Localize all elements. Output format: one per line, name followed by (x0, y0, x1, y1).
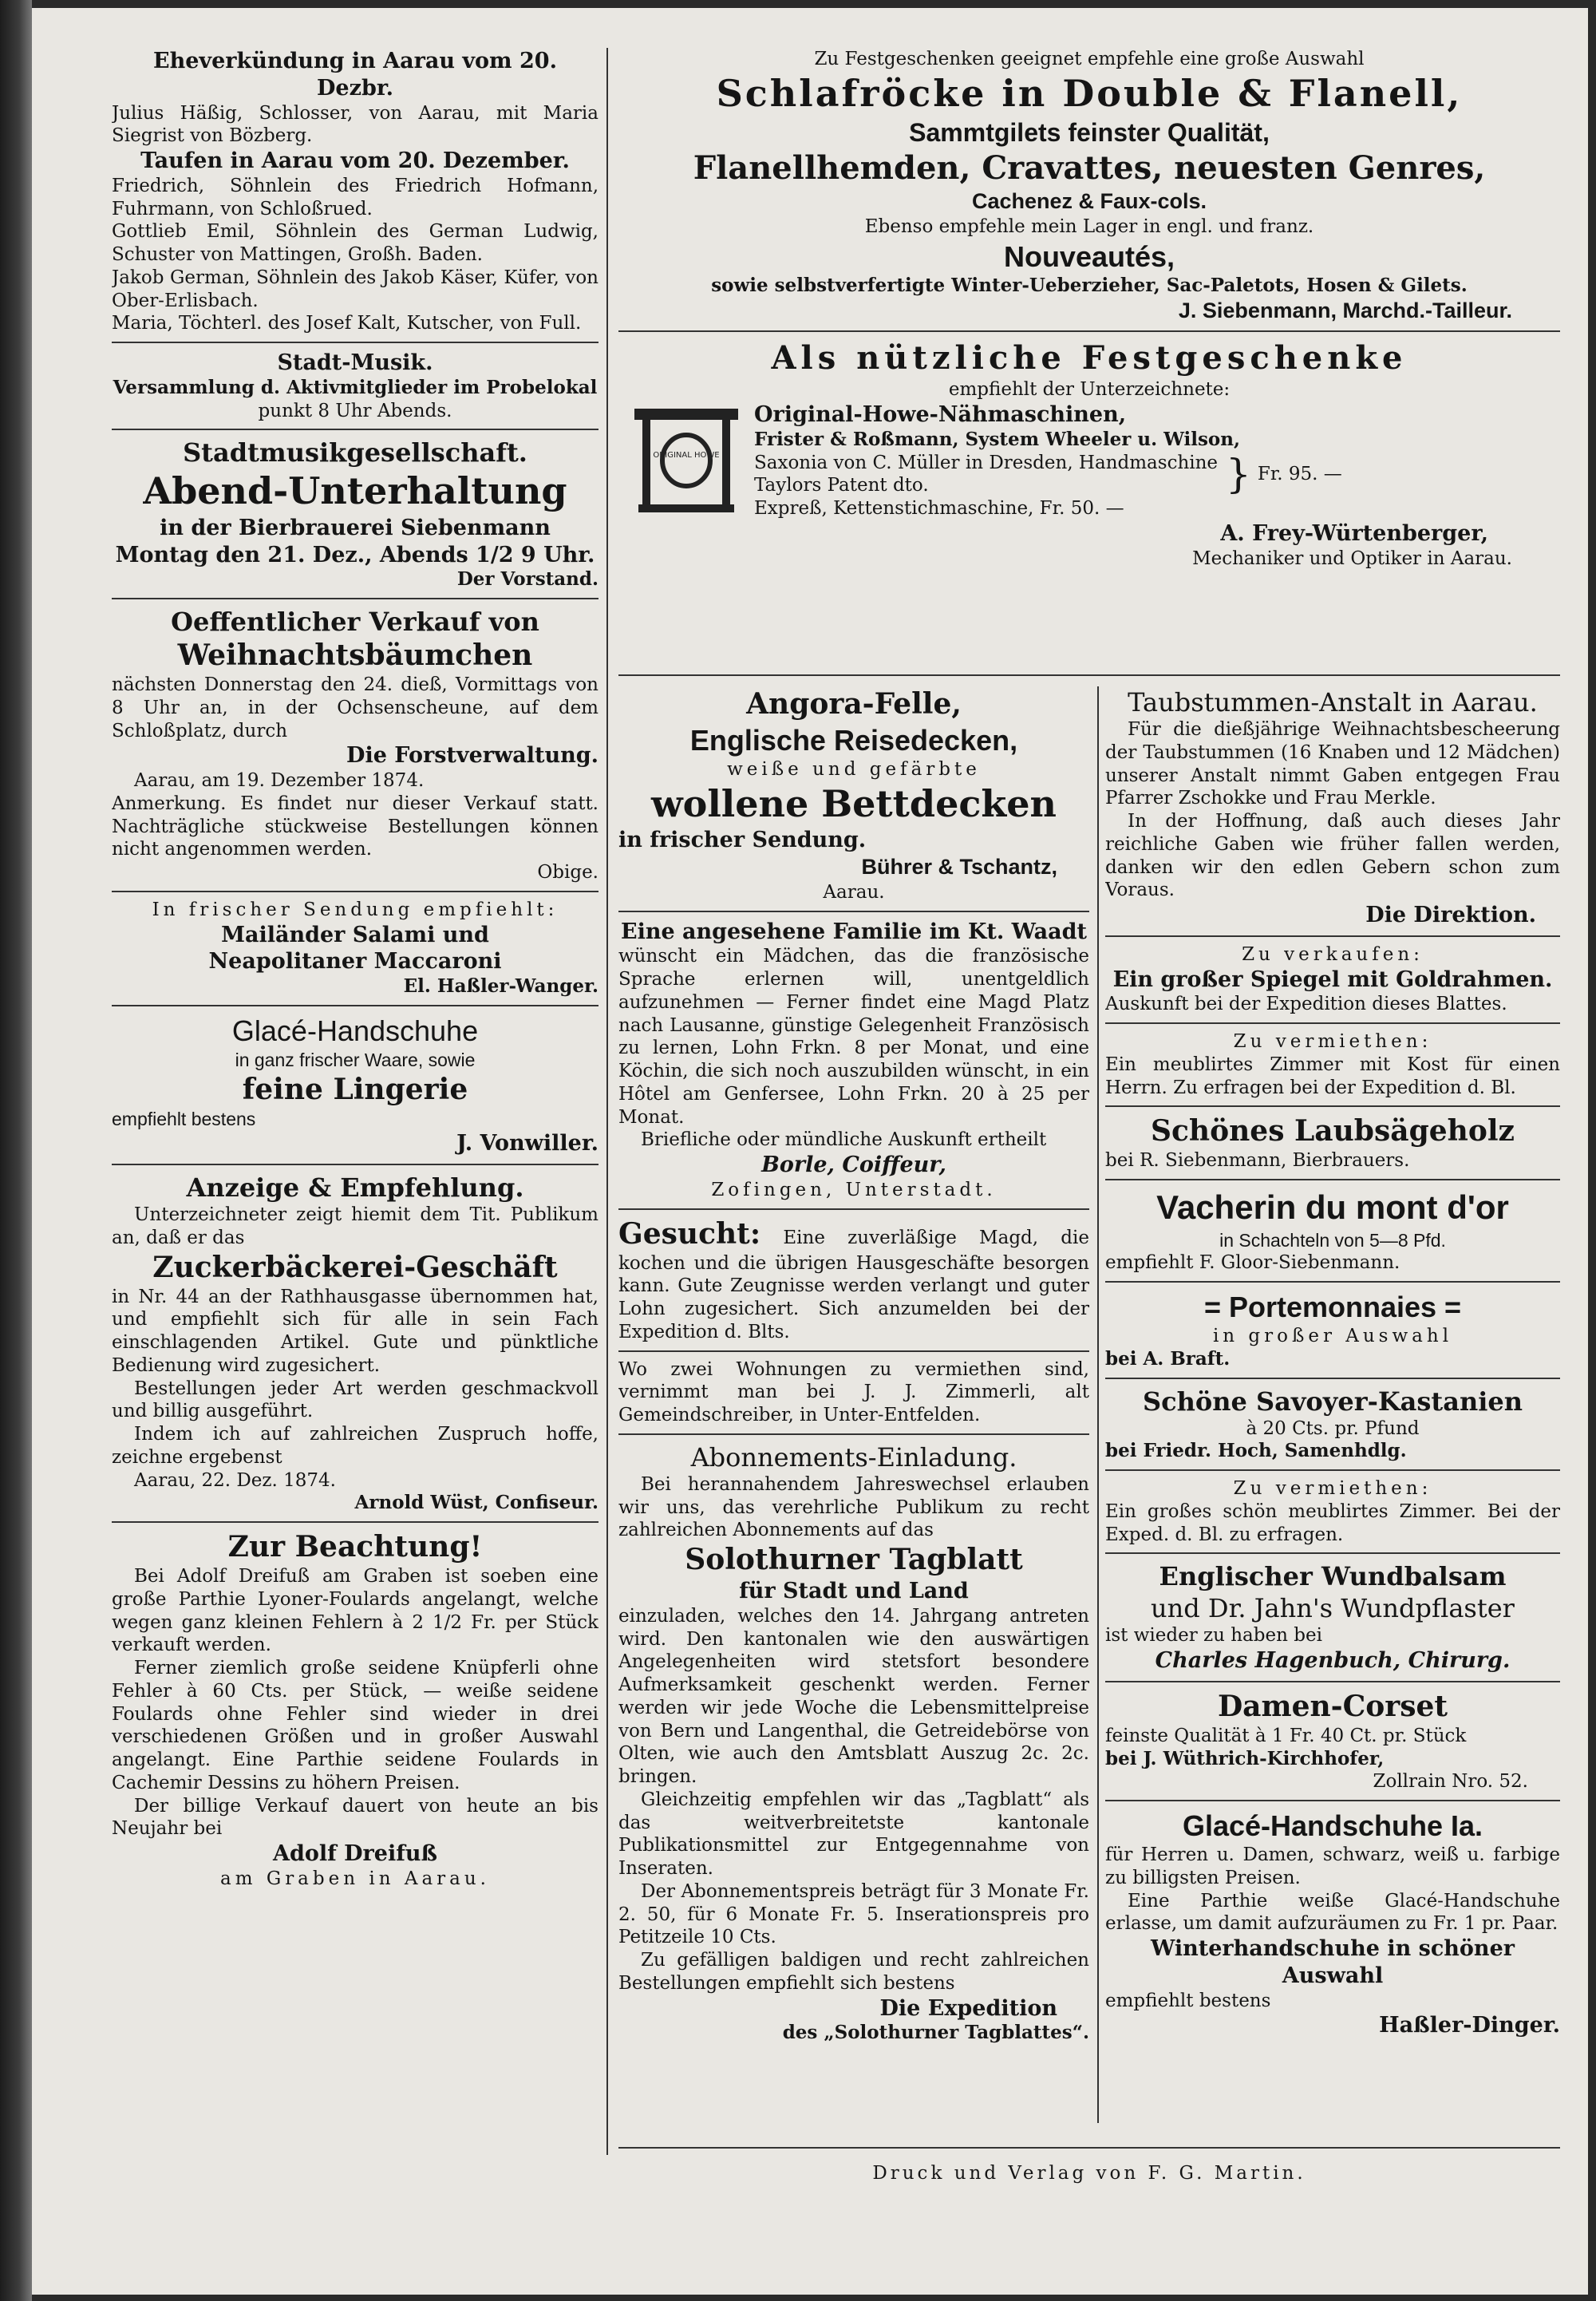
cheese-signature: empfiehlt F. Gloor-Siebenmann. (1105, 1252, 1400, 1274)
rent2-heading: Zu vermiethen: (1233, 1478, 1432, 1499)
lingerie-title: feine Lingerie (242, 1072, 468, 1106)
ad-confectionery (112, 1172, 598, 1515)
sell-item: Ein großer Spiegel mit Goldrahmen. (1112, 967, 1553, 992)
wood-signature: bei R. Siebenmann, Bierbrauers. (1105, 1150, 1410, 1172)
baptism-entry: Friedrich, Söhnlein des Friedrich Hofmann, Fuhrmann, von Schloßrued. (112, 175, 598, 219)
angora-title-3: wollene Bettdecken (651, 781, 1057, 825)
evening-signature: Der Vorstand. (456, 568, 598, 591)
corset-address: Zollrain Nro. 52. (1373, 1771, 1528, 1793)
ad-family-vaud (618, 919, 1089, 1202)
family-signature: Borle, Coiffeur, (761, 1152, 946, 1177)
ad-angora (618, 686, 1089, 904)
useful-title: Als nützliche Festgeschenke (771, 339, 1408, 378)
angora-title-2: Englische Reisedecken, (689, 724, 1018, 757)
gloves2-recommend: empfiehlt bestens (1105, 1990, 1271, 2011)
purse-title: = Portemonnaies = (1203, 1291, 1462, 1323)
cheese-title: Vacherin du mont d'or (1156, 1188, 1509, 1226)
balsam-signature: Charles Hagenbuch, Chirurg. (1155, 1648, 1511, 1673)
subs-text-3: Gleichzeitig empfehlen wir das „Tagblatt“ als das weitverbreitetste kantonale Publikationsmittel zur Entgegennahme von Inseraten. (618, 1789, 1089, 1879)
coats-line: sowie selbstverfertigte Winter-Ueberzieher, Sac-Paletots, Hosen & Gilets. (711, 274, 1468, 296)
machine-item: Saxonia von C. Müller in Dresden, Handmaschine (754, 452, 1219, 473)
corset-text: feinste Qualität à 1 Fr. 40 Ct. pr. Stück (1105, 1725, 1467, 1746)
sale-date: Aarau, am 19. Dezember 1874. (134, 770, 425, 791)
robes-title: Schlafröcke in Double & Flanell, (716, 71, 1463, 115)
balsam-text: ist wieder zu haben bei (1105, 1625, 1322, 1647)
attention-text-3: Der billige Verkauf dauert von heute an bis Neujahr bei (112, 1795, 598, 1840)
ad-sewing-machines (618, 338, 1560, 570)
ad-glace-gloves-2 (1105, 1808, 1560, 2039)
salami-signature: El. Haßler-Wanger. (403, 975, 598, 997)
notice-text: Unterzeichneter zeigt hiemit dem Tit. Publikum an, daß er das (112, 1204, 598, 1248)
music-title: Stadt-Musik. (277, 350, 433, 375)
attention-text: Bei Adolf Dreifuß am Graben ist soeben eine große Parthie Lyoner-Foulards angelangt, welche wegen ganz kleinen Fehlern à 2 1/2 Fr. per Stück verkauft werden. (112, 1566, 598, 1656)
baptism-entry: Jakob German, Söhnlein des Jakob Käser, Küfer, von Ober-Erlisbach. (112, 267, 598, 311)
cheese-text: in Schachteln von 5—8 Pfd. (1219, 1229, 1446, 1251)
chestnut-price: à 20 Cts. pr. Pfund (1246, 1417, 1420, 1439)
column-right (1105, 686, 1560, 2123)
flats-text: Wo zwei Wohnungen zu vermiethen sind, vernimmt man bei J. J. Zimmerli, alt Gemeindschreiber, in Unter-Entfelden. (618, 1358, 1089, 1425)
ad-civil-registry (112, 48, 598, 335)
angora-place: Aarau. (823, 881, 885, 903)
notice-date: Aarau, 22. Dez. 1874. (134, 1469, 336, 1491)
ad-room-2 (1105, 1477, 1560, 1546)
gifts-intro: Zu Festgeschenken geeignet empfehle eine große Auswahl (814, 49, 1365, 69)
ad-mirror (1105, 943, 1560, 1016)
evening-place: in der Bierbrauerei Siebenmann (160, 515, 551, 540)
gloves-title: Glacé-Handschuhe (231, 1014, 479, 1047)
gloves2-text-2: Eine Parthie weiße Glacé-Handschuhe erlasse, um damit aufzuräumen zu Fr. 1 pr. Paar. (1105, 1890, 1560, 1935)
column-middle (618, 686, 1089, 2123)
ad-room (1105, 1030, 1560, 1099)
paper-subtitle: für Stadt und Land (739, 1579, 969, 1603)
purse-text: in großer Auswahl (1212, 1326, 1453, 1346)
subs-signature-2: des „Solothurner Tagblattes“. (782, 2022, 1089, 2044)
subs-signature: Die Expedition (879, 1995, 1057, 2021)
ad-corset (1105, 1689, 1560, 1793)
ad-gesucht (618, 1216, 1089, 1344)
wanted-text: Eine zuverläßige Magd, die kochen und die übrigen Hausgeschäfte besorgen kann. Gute Zeugnisse werden verlangt und guter Lohn zugesichert. Sich anzumelden bei der Expedition d. Blts. (618, 1227, 1089, 1342)
sewing-machine-icon (626, 405, 746, 516)
ad-portemonnaies (1105, 1289, 1560, 1371)
vests-line: Sammtgilets feinster Qualität, (909, 118, 1270, 148)
ad-subscription (618, 1441, 1089, 2045)
maccaroni-item: Neapolitaner Maccaroni (208, 949, 502, 975)
subs-text-4: Der Abonnementspreis beträgt für 3 Monate Fr. 2. 50, für 6 Monate Fr. 5. Inserationspreis pro Petitzeile 10 Cts. (618, 1880, 1089, 1948)
evening-title: Abend-Unterhaltung (143, 469, 567, 513)
attention-signature: Adolf Dreifuß (273, 1841, 437, 1866)
stock-line: Ebenso empfehle mein Lager in engl. und franz. (864, 216, 1314, 237)
angora-signature: Bührer & Tschantz, (861, 855, 1057, 879)
notice-shop: Zuckerbäckerei-Geschäft (152, 1250, 558, 1284)
subs-title: Abonnements-Einladung. (690, 1441, 1017, 1473)
wood-title: Schönes Laubsägeholz (1151, 1114, 1515, 1149)
ad-tree-sale (112, 606, 598, 884)
sale-title: Oeffentlicher Verkauf von (171, 607, 539, 637)
subs-text-2: einzuladen, welches den 14. Jahrgang antreten wird. Den kantonalen wie den auswärtigen Angelegenheiten wird stetsfort besondere Aufmerksamkeit geschenkt werden. Ferner werden wir jede Woche die Lebensmittelpreise von Bern und Langenthal, die Getreidebörse von Olten, wie auch den Amtsblatt Auszug 2c. 2c. bringen. (618, 1605, 1089, 1787)
salami-intro: In frischer Sendung empfiehlt: (152, 899, 559, 920)
column-rule-left (606, 48, 608, 2155)
ad-stadt-musik (112, 350, 598, 422)
family-place: Zofingen, Unterstadt. (711, 1179, 997, 1200)
machine-price: Fr. 95. — (1257, 463, 1342, 484)
subs-text-5: Zu gefälligen baldigen und recht zahlreichen Bestellungen empfiehlt sich bestens (618, 1950, 1089, 1994)
sale-text: nächsten Donnerstag den 24. dieß, Vormittags von 8 Uhr an, in der Ochsenscheune, auf dem Schloßplatz, durch (112, 674, 598, 741)
deaf-text-2: In der Hoffnung, daß auch dieses Jahr reichliche Gaben wie früher fallen werden, danken wir den edlen Gebern schon zum Voraus. (1105, 811, 1560, 901)
balsam-title: Englischer Wundbalsam (1159, 1561, 1507, 1592)
purse-signature: bei A. Braft. (1105, 1347, 1231, 1370)
baptism-entry: Maria, Töchterl. des Josef Kalt, Kutscher, von Full. (112, 313, 582, 334)
baptisms-heading: Taufen in Aarau vom 20. Dezember. (140, 148, 570, 173)
corset-signature: bei J. Wüthrich-Kirchhofer, (1105, 1747, 1385, 1769)
ad-vacherin (1105, 1187, 1560, 1275)
society-title: Stadtmusikgesellschaft. (183, 437, 527, 469)
evening-date: Montag den 21. Dez., Abends 1/2 9 Uhr. (115, 542, 595, 567)
angora-text-2: in frischer Sendung. (618, 828, 867, 853)
shirts-line: Flanellhemden, Cravattes, neuesten Genres, (693, 149, 1486, 188)
column-rule-right (1097, 686, 1099, 2123)
family-text: wünscht ein Mädchen, das die französische Sprache erlernen will, unentgeldlich aufzunehmen — Ferner findet eine Magd Platz nach Lausanne, günstige Gelegenheit Französisch zu lernen, Lohn Frkn. 8 per Monat, und eine Köchin, die sich noch auszubilden wünscht, in ein Hôtel am Genfersee, Lohn Frkn. 20 à 25 per Monat. (618, 946, 1089, 1128)
column-left (112, 48, 598, 2155)
notice-text-4: Indem ich auf zahlreichen Zuspruch hoffe, zeichne ergebenst (112, 1424, 598, 1468)
attention-title: Zur Beachtung! (227, 1530, 483, 1564)
useful-intro: empfiehlt der Unterzeichnete: (948, 379, 1231, 401)
subs-text: Bei herannahendem Jahreswechsel erlauben wir uns, das verehrliche Publikum zu recht zahlreichen Abonnements auf das (618, 1473, 1089, 1541)
chestnut-title: Schöne Savoyer-Kastanien (1143, 1386, 1523, 1417)
notice-text-2: in Nr. 44 an der Rathhausgasse übernommen hat, und empfiehlt sich für alle in sein Fach einschlagenden Artikel. Gute und pünktliche Bedienung wird zugesichert. (112, 1286, 598, 1376)
proclamation-heading: Eheverkündung in Aarau vom 20. Dezbr. (153, 49, 557, 101)
imprint-footer: Druck und Verlag von F. G. Martin. (872, 2163, 1306, 2184)
attention-place: am Graben in Aarau. (219, 1868, 490, 1889)
balsam-subtitle: und Dr. Jahn's Wundpflaster (1151, 1593, 1515, 1624)
corset-title: Damen-Corset (1217, 1689, 1448, 1723)
machine-item: Taylors Patent dto. (754, 475, 929, 496)
gloves2-text: für Herren u. Damen, schwarz, weiß u. farbige zu billigsten Preisen. (1105, 1844, 1560, 1888)
notice-signature: Arnold Wüst, Confiseur. (354, 1492, 598, 1514)
sell-info: Auskunft bei der Expedition dieses Blattes. (1105, 994, 1507, 1015)
gloves-signature: J. Vonwiller. (456, 1131, 598, 1156)
ad-fretwork-wood (1105, 1113, 1560, 1172)
rent2-text: Ein großes schön meublirtes Zimmer. Bei der Exped. d. Bl. zu erfragen. (1105, 1500, 1560, 1545)
machine-item: Frister & Roßmann, System Wheeler u. Wilson, (754, 428, 1241, 450)
ad-wound-balsam (1105, 1560, 1560, 1674)
family-title: Eine angesehene Familie im Kt. Waadt (620, 919, 1087, 944)
ad-glace-gloves (112, 1013, 598, 1157)
machine-item: Original-Howe-Nähmaschinen, (754, 402, 1127, 427)
salami-item: Mailänder Salami und (221, 922, 489, 947)
paper-title: Solothurner Tagblatt (685, 1543, 1023, 1576)
deaf-title: Taubstummen-Anstalt in Aarau. (1128, 687, 1538, 718)
cachenez-line: Cachenez & Faux-cols. (971, 189, 1207, 214)
machine-item: Expreß, Kettenstichmaschine, Fr. 50. — (754, 498, 1124, 519)
angora-title: Angora-Felle, (746, 687, 962, 721)
gloves2-title: Glacé-Handschuhe Ia. (1182, 1809, 1483, 1842)
music-time: punkt 8 Uhr Abends. (258, 400, 452, 421)
notice-title: Anzeige & Empfehlung. (186, 1172, 524, 1203)
sale-title-2: Weihnachtsbäumchen (177, 639, 533, 672)
ad-salami (112, 899, 598, 998)
ad-chestnuts (1105, 1386, 1560, 1464)
sale-note: Anmerkung. Es findet nur dieser Verkauf statt. Nachträgliche stückweise Bestellungen können nicht angenommen werden. (112, 793, 598, 860)
sale-signature: Die Forstverwaltung. (346, 743, 598, 769)
ad-siebenmann-tailor (618, 48, 1560, 324)
notice-text-3: Bestellungen jeder Art werden geschmackvoll und billig ausgeführt. (112, 1378, 598, 1422)
price-brace: } (1226, 451, 1251, 498)
rent-text: Ein meublirtes Zimmer mit Kost für einen Herrn. Zu erfragen bei der Expedition d. Bl. (1105, 1054, 1560, 1098)
sell-heading: Zu verkaufen: (1242, 943, 1424, 965)
mechanic-role: Mechaniker und Optiker in Aarau. (1192, 548, 1512, 569)
tailor-signature: J. Siebenmann, Marchd.-Tailleur. (1178, 298, 1512, 322)
ad-deaf-institute (1105, 686, 1560, 929)
deaf-signature: Die Direktion. (1365, 903, 1536, 927)
gloves-text: in ganz frischer Waare, sowie (235, 1049, 476, 1070)
wanted-title: Gesucht: (618, 1216, 761, 1251)
rent-heading: Zu vermiethen: (1233, 1031, 1432, 1052)
top-span (618, 48, 1560, 686)
machine-label: ORIGINAL HOWE (653, 451, 720, 460)
page-edge-shadow (0, 0, 32, 2301)
chestnut-signature: bei Friedr. Hoch, Samenhdlg. (1105, 1440, 1407, 1462)
family-contact: Briefliche oder mündliche Auskunft ertheilt (641, 1129, 1047, 1151)
gloves-recommend: empfiehlt bestens (112, 1108, 256, 1129)
sale-note-signature: Obige. (537, 862, 598, 883)
angora-text: weiße und gefärbte (727, 759, 981, 780)
music-text: Versammlung d. Aktivmitglieder im Probelokal (113, 376, 598, 398)
nouveautes-line: Nouveautés, (1003, 239, 1175, 273)
gloves2-text-3: Winterhandschuhe in schöner Auswahl (1151, 1936, 1515, 1988)
baptism-entry: Gottlieb Emil, Söhnlein des German Ludwig, Schuster von Mattingen, Großh. Baden. (112, 221, 598, 265)
attention-text-2: Ferner ziemlich große seidene Knüpferli ohne Fehler à 60 Cts. per Stück, — weiße seidene Foulards ohne Fehler sind wieder in drei verschiedenen Größen und in großer Auswahl angelangt. Eine Parthie seidene Foulards in Cachemir Dessins zu höhern Preisen. (112, 1658, 598, 1793)
ad-flats (618, 1358, 1089, 1427)
proclamation-text: Julius Häßig, Schlosser, von Aarau, mit Maria Siegrist von Bözberg. (112, 102, 598, 147)
ad-zur-beachtung (112, 1529, 598, 1891)
deaf-text: Für die dießjährige Weihnachtsbescheerung der Taubstummen (16 Knaben und 12 Mädchen) unserer Anstalt nimmt Gaben entgegen Frau Pfarrer Zschokke und Frau Merkle. (1105, 719, 1560, 809)
mechanic-signature: A. Frey-Würtenberger, (1220, 520, 1488, 546)
gloves2-signature: Haßler-Dinger. (1379, 2013, 1560, 2038)
ad-abend-unterhaltung (112, 437, 598, 591)
